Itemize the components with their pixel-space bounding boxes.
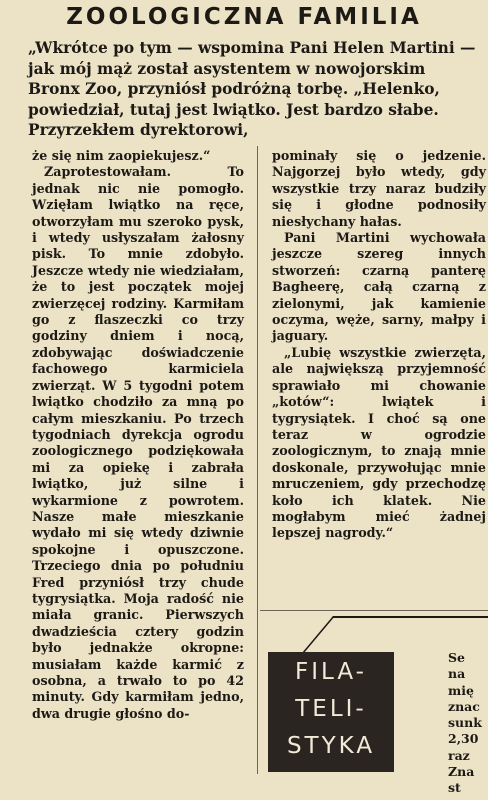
article-lead: [28, 38, 482, 141]
side-line: na: [448, 666, 466, 682]
left-column: [32, 148, 244, 722]
left-paragraph-2: Zaprotestowałam. To jednak nic nie pomogło. Wzięłam lwiątko na ręce, otworzyłam mu szeroko pysk, i wtedy usłyszałam żałosny pisk. To mnie zdobyło. Jeszcze wtedy nie wiedziałam, że to jest początek mojej zwierzęcej rodziny. Karmiłam go z flaszeczki co trzy godziny dniem i nocą, zdobywając doświadczenie fachowego karmiciela zwierząt. W 5 tygodni potem lwiątko chodziło za mną po całym mieszkaniu. Po trzech tygodniach dyrekcja ogrodu zoologicznego podziękowała mi za opiekę i zabrała lwiątko, już silne i wykarmione z powrotem. Nasze małe mieszkanie wydało mi się wtedy dziwnie spokojne i opuszczone. Trzeciego dnia po południu Fred przyniósł trzy chude tygrysiątka. Moja radość nie miała granic. Pierwszych dwadzieścia cztery godzin było jednakże okropne: musiałam każde karmić z osobna, a trwało to po 42 minuty. Gdy karmiłam jedno, dwa drugie głośno do-: [32, 164, 244, 721]
side-line: 2,30: [448, 731, 479, 747]
side-line: Se: [448, 650, 465, 665]
side-line: st: [448, 780, 461, 796]
filatelistyka-line-1: FILA-: [295, 659, 367, 685]
side-line: sunk: [448, 715, 482, 731]
filatelistyka-line-3: STYKA: [286, 733, 376, 759]
side-line: Zna: [448, 764, 475, 780]
article-title: ZOOLOGICZNA FAMILIA: [66, 4, 422, 30]
right-column: [272, 148, 486, 542]
side-line: raz: [448, 747, 470, 763]
filatelistyka-line-2: TELI-: [295, 696, 367, 722]
side-line: mię: [448, 682, 474, 698]
section-divider: [260, 610, 488, 611]
lead-paragraph: „Wkrótce po tym — wspomina Pani Helen Martini — jak mój mąż został asystentem w nowojorskim Bronx Zoo, przyniósł podróżną torbę. „Helenko, powiedział, tutaj jest lwiątko. Jest bardzo słabe. Przyrzekłem dyrektorowi,: [28, 39, 476, 139]
side-column-fragment: [448, 650, 488, 797]
filatelistyka-box: [268, 652, 394, 772]
right-paragraph-2: Pani Martini wychowała jeszcze szereg innych stworzeń: czarną panterę Bagheerę, całą czarną z zielonymi, jak kamienie oczyma, węże, sarny, małpy i jaguary.: [272, 230, 486, 344]
side-line: znac: [448, 698, 480, 714]
right-paragraph-1: pominały się o jedzenie. Najgorzej było wtedy, gdy wszystkie trzy naraz budziły się i głodne podnosiły niesłychany hałas.: [272, 148, 486, 229]
right-paragraph-3: „Lubię wszystkie zwierzęta, ale największą przyjemność sprawiało mi chowanie „kotów“: lwiątek i tygrysiątek. I choć są one teraz w ogrodzie zoologicznym, to znają mnie doskonale, przywołując mnie mruczeniem, gdy przechodzę koło ich klatek. Nie mogłabym mieć żadnej lepszej nagrody.“: [272, 344, 486, 541]
column-divider: [257, 146, 258, 774]
left-paragraph-1: że się nim zaopiekujesz.“: [32, 148, 211, 163]
